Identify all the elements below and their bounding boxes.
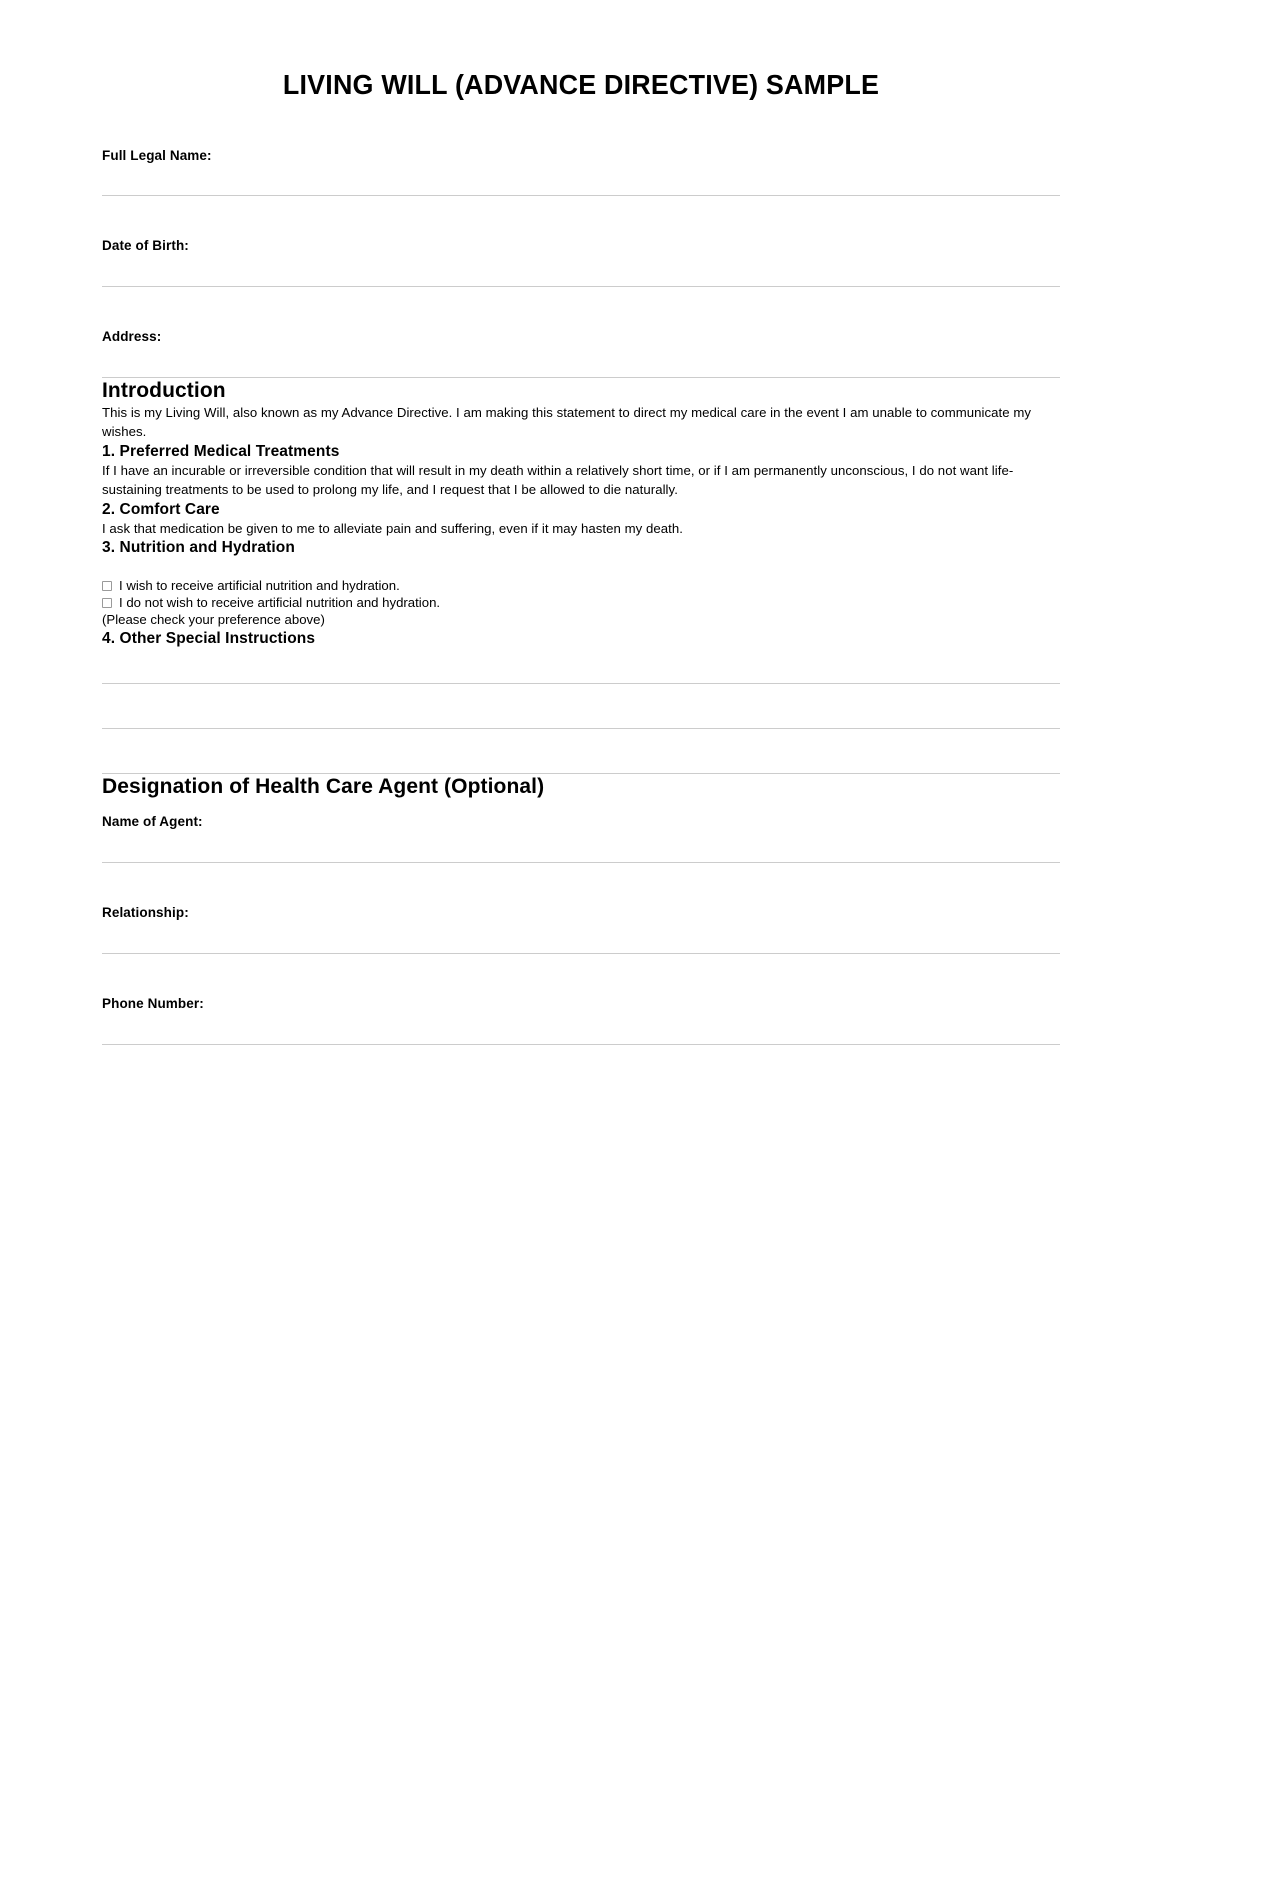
write-in-line-2[interactable] [102,728,1060,729]
checkbox-label-decline-nutrition: I do not wish to receive artificial nutrition and hydration. [119,594,441,610]
field-label-address: Address: [102,329,162,345]
heading-designation-of-health-care-agent: Designation of Health Care Agent (Optional) [102,774,545,798]
document-content [102,0,1060,1045]
other-instructions-write-in-area [102,683,1060,774]
field-address [102,329,1060,378]
checkbox-label-wish-nutrition: I wish to receive artificial nutrition and hydration. [119,577,400,593]
nutrition-preference-group [102,577,1060,629]
field-full-legal-name [102,148,1060,197]
heading-other-special-instructions: 4. Other Special Instructions [102,629,316,647]
field-label-name-of-agent: Name of Agent: [102,814,203,830]
field-label-full-legal-name: Full Legal Name: [102,147,212,163]
heading-nutrition-and-hydration: 3. Nutrition and Hydration [102,539,295,557]
field-label-date-of-birth: Date of Birth: [102,238,189,254]
heading-preferred-medical-treatments: 1. Preferred Medical Treatments [102,442,340,460]
nutrition-preference-note: (Please check your preference above) [102,612,325,628]
field-input-relationship[interactable] [102,953,1060,954]
field-relationship [102,905,1060,954]
paragraph-preferred-medical-treatments: If I have an incurable or irreversible condition that will result in my death within a relatively short time, or if I am permanently unconscious, I do not want life-sustaining treatments to be used to prolong my life, and I request that I be allowed to die naturally. [102,463,1014,497]
field-input-name-of-agent[interactable] [102,862,1060,863]
field-input-phone-number[interactable] [102,1044,1060,1045]
page-title: LIVING WILL (ADVANCE DIRECTIVE) SAMPLE [282,69,880,100]
paragraph-introduction: This is my Living Will, also known as my Advance Directive. I am making this statement to direct my medical care in the event I am unable to communicate my wishes. [102,405,1032,440]
checkbox-row-decline-nutrition[interactable] [102,594,1060,611]
field-label-phone-number: Phone Number: [102,995,204,1011]
heading-comfort-care: 2. Comfort Care [102,500,220,518]
checkbox-row-wish-nutrition[interactable] [102,577,1060,594]
checkbox-icon-decline-nutrition[interactable] [102,598,112,608]
field-date-of-birth [102,238,1060,287]
write-in-line-1[interactable] [102,683,1060,684]
field-label-relationship: Relationship: [102,905,189,921]
heading-introduction: Introduction [102,379,226,403]
field-input-date-of-birth[interactable] [102,286,1060,287]
field-phone-number [102,996,1060,1045]
paragraph-comfort-care: I ask that medication be given to me to alleviate pain and suffering, even if it may hasten my death. [102,520,683,536]
field-input-full-legal-name[interactable] [102,195,1060,196]
field-name-of-agent [102,814,1060,863]
checkbox-icon-wish-nutrition[interactable] [102,581,112,591]
